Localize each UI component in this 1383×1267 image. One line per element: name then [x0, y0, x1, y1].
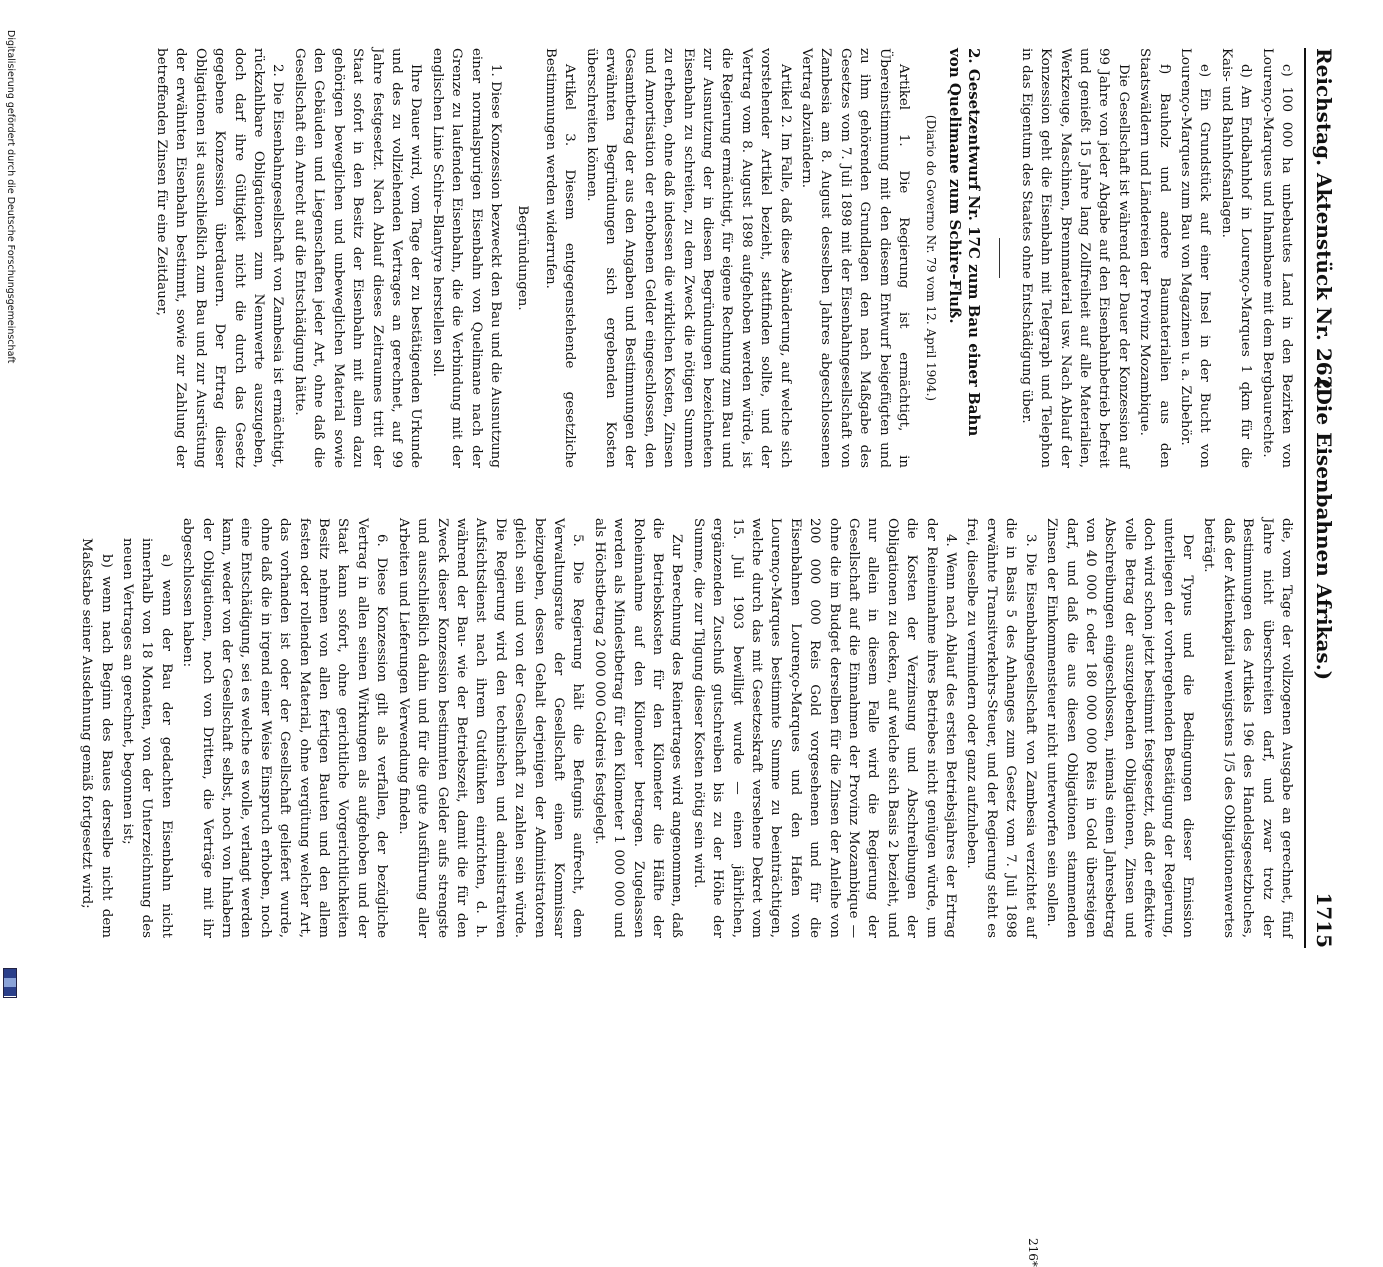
paragraph: 3. Die Eisenbahngesellschaft von Zambesia verzichtet auf die in Basis 5 des Anhanges zum Gesetz vom 7. Juli 1898 erwähnte Transitverkehrs-Steuer, und der Regierung steht es frei, dieselbe zu vermindern oder ganz aufzuheben.	[964, 518, 1038, 938]
begruendungen-title: Begründungen.	[515, 205, 531, 311]
paragraph: 1. Diese Konzession bezweckt den Bau und die Ausnutzung einer normalspurigen Eisenbahn von Quelimane nach der Grenze zu laufenden Eisenbahn, die die Verbindung mit der englischen Linie Schire–Blantyre herstellen soll.	[429, 48, 503, 468]
section-divider	[999, 238, 1000, 278]
item-f: f) Bauholz und andere Baumaterialien aus den Staatswäldern und Ländereien der Provinz Mozambique.	[1137, 48, 1172, 468]
item-c: c) 100 000 ha unbebautes Land in den Bezirken von Lourenço-Marques und Inhambane mit dem Bergbaurechte.	[1259, 48, 1294, 468]
paragraph: Der Typus und die Bedingungen dieser Emission unterliegen der vorhergehenden Bestätigung der Regierung, doch wird schon jetzt bestimmt festgesetzt, daß der effektive volle Betrag der auszugebenden Obligationen, Zinsen und Abschreibungen eingeschlossen, niemals einen Jahresbetrag von 40 000 £ oder 180 000 000 Reis in Gold übersteigen darf, und daß die aus diesen Obligationen stammenden Zinsen der Einkommensteuer nicht unterworfen sein sollen.	[1044, 518, 1195, 938]
paragraph: die, vom Tage der vollzogenen Ausgabe an gerechnet, fünf Jahre nicht überschreiten darf, und zwar trotz der Bestimmungen des Artikels 196 des Handelsgesetzbuches, daß der Aktienkapital wenigstens 1/5 des Obligationenwertes beträgt.	[1201, 518, 1294, 938]
page-number: 1715	[1312, 892, 1336, 948]
article-3: Artikel 3. Diesem entgegenstehende gesetzliche Bestimmungen werden widerrufen.	[542, 48, 578, 468]
article-1: Artikel 1. Die Regierung ist ermächtigt, in Übereinstimmung mit den diesem Entwurf beigefügten und zu ihm gehörenden Grundlagen den nach Maßgabe des Gesetzes vom 7. Juli 1898 mit der Eisenbahngesellschaft von Zambesia am 8. August desselben Jahres abgeschlossenen Vertrag abzuändern.	[799, 48, 912, 468]
left-column	[150, 48, 1296, 468]
paragraph: 6. Diese Konzession gilt als verfallen, der bezügliche Vertrag in allen seinen Wirkungen als aufgehoben und der Staat kann sofort, ohne gerichtliche Vorgerichtlichkeiten Besitz nehmen von allen fertigen Bauten und den allem festen oder rollenden Material, ohne vergütung welcher Art, das vorhanden ist oder der Gesellschaft geliefert wurde, ohne daß die in irgend einer Weise Einspruch erhoben, noch eine Entschädigung, sei es welche es wolle, verlangt werden kann, weder von der Gesellschaft selbst, noch von Inhabern der Obligationen, noch von Dritten, die Verträge mit ihr abgeschlossen haben:	[180, 518, 390, 938]
item-d: d) Am Endbahnhof in Lourenço-Marques 1 qkm für die Kais- und Bahnhofsanlagen.	[1218, 48, 1254, 468]
page-signature: 216*	[1026, 1238, 1040, 1267]
paragraph: Die Gesellschaft ist während der Dauer der Konzession auf 99 Jahre von jeder Abgabe auf den Eisenbahnbetrieb befreit und genießt 15 Jahre lang Zollfreiheit auf alle Materialien, Werkzeuge, Maschinen, Brennmaterial usw. Nach Ablauf der Konzession geht die Eisenbahn mit Telegraph und Telephon in das Eigentum des Staates ohne Entschädigung über.	[1018, 48, 1131, 468]
header-center: (Die Eisenbahnen Afrikas.)	[1312, 378, 1336, 681]
section-title: 2. Gesetzentwurf Nr. 17C zum Bau einer Bahn von Quelimane zum Schire-Fluß.	[945, 48, 984, 437]
header-left: Reichstag. Aktenstück Nr. 262.	[1312, 48, 1336, 397]
item-e: e) Ein Grundstück auf einer Insel in der Bucht von Lourenço-Marques zum Bau von Magazinen u. a. Zubehör.	[1177, 48, 1213, 468]
page-header	[1304, 48, 1340, 948]
paragraph: 2. Die Eisenbahngesellschaft von Zambesia ist ermächtigt, rückzahlbare Obligationen zum Nennwerte auszugeben, doch darf ihre Gültigkeit nicht die durch das Gesetz gegebene Konzession überdauern. Der Ertrag dieser Obligationen ist ausschließlich zum Bau und zur Ausrüstung der erwähnten Eisenbahn bestimmt, sowie zur Zahlung der betreffenden Zinsen für eine Zeitdauer,	[154, 48, 286, 468]
digitization-notice: Digitalisierung gefördert durch die Deutsche Forschungsgemeinschaft	[5, 30, 16, 364]
paragraph: 5. Die Regierung hält die Befugnis aufrecht, dem Verwaltungsrate der Gesellschaft einen Kommissar beizugeben, dessen Gehalt derjenigen der Administratoren gleich sein und von der Gesellschaft zu zahlen sein würde. Die Regierung wird den technischen und administrativen Aufsichtsdienst nach ihrem Gutdünken einrichten, d. h. während der Bau- wie der Betriebszeit, damit die für den Zweck dieser Konzession bestimmten Gelder aufs strengste und ausschließlich dahin und für die gute Ausführung aller Arbeiten und Lieferungen Verwendung finden.	[395, 518, 586, 938]
list-item: b) wenn nach Beginn des Baues derselbe nicht dem Maßstabe seiner Ausdehnung gemäß fortgesetzt wird;	[79, 538, 114, 938]
list-item: a) wenn der Bau der gedachten Eisenbahn nicht innerhalb von 18 Monaten, von der Unterzeichnung des neuen Vertrages an gerechnet, begonnen ist;	[120, 538, 174, 938]
right-column	[75, 518, 1296, 938]
section-source: (Diario do Governo Nr. 79 vom 12. April 1904.)	[924, 114, 939, 402]
article-2: Artikel 2. Im Falle, daß diese Abänderung, auf welche sich vorstehender Artikel bezieht, stattfinden sollte, und der Vertrag vom 8. August 1898 aufgehoben werden würde, ist die Regierung ermächtigt, für eigene Rechnung zum Bau und zur Ausnutzung der in diesen Begründungen bezeichneten Eisenbahn zu schreiten, zu dem Zweck die nötigen Summen zu erheben, ohne daß indessen die wirklichen Kosten, Zinsen und Amortisation der erhobenen Gelder eingeschlossen, den Gesamtbetrag der aus den Angaben und Bestimmungen der erwähnten Begründungen sich ergebenden Kosten überschreiten können.	[583, 48, 793, 468]
paragraph: Zur Berechnung des Reinertrages wird angenommen, daß die Betriebskosten für den Kilometer die Hälfte der Roheinnahme auf den Kilometer betragen. Zugelassen werden als Mindestbetrag für den Kilometer 1 000 000 und als Höchstbetrag 2 000 000 Goldreis festgelegt.	[591, 518, 685, 938]
dfg-logo	[3, 968, 17, 998]
paragraph: 4. Wenn nach Ablauf des ersten Betriebsjahres der Ertrag der Reineinnahme ihres Betriebes nicht genügen würde, um die Kosten der Verzinsung und Abschreibungen der Obligationen zu decken, auf welche sich Basis 2 bezieht, und nur allein in diesem Falle wird die Regierung der Gesellschaft auf die Einnahmen der Provinz Mozambique — ohne die im Budget derselben für die Zinsen der Anleihe von 200 000 000 Reis Gold vorgesehenen und für die Eisenbahnen Lourenço-Marques und den Hafen von Lourenço-Marques bestimmte Summe zu beeinträchtigen, welche durch das mit Gesetzeskraft versehene Dekret vom 15. Juli 1903 bewilligt wurde — einen jährlichen, ergänzenden Zuschuß gutschreiben bis zu der Höhe der Summe, die zur Tilgung dieser Kosten nötig sein wird.	[690, 518, 959, 938]
rotated-page-content	[79, 48, 1340, 1267]
paragraph: Ihre Dauer wird, vom Tage der zu bestätigenden Urkunde und des zu vollziehenden Vertrages an gerechnet, auf 99 Jahre festgesetzt. Nach Ablauf dieses Zeitraumes tritt der Staat sofort in den Besitz der Eisenbahn mit allem dazu gehörigen beweglichen und unbeweglichen Material sowie den Gebäuden und Liegenschaften jeder Art, ohne daß die Gesellschaft ein Anrecht auf die Entschädigung hätte.	[291, 48, 424, 468]
